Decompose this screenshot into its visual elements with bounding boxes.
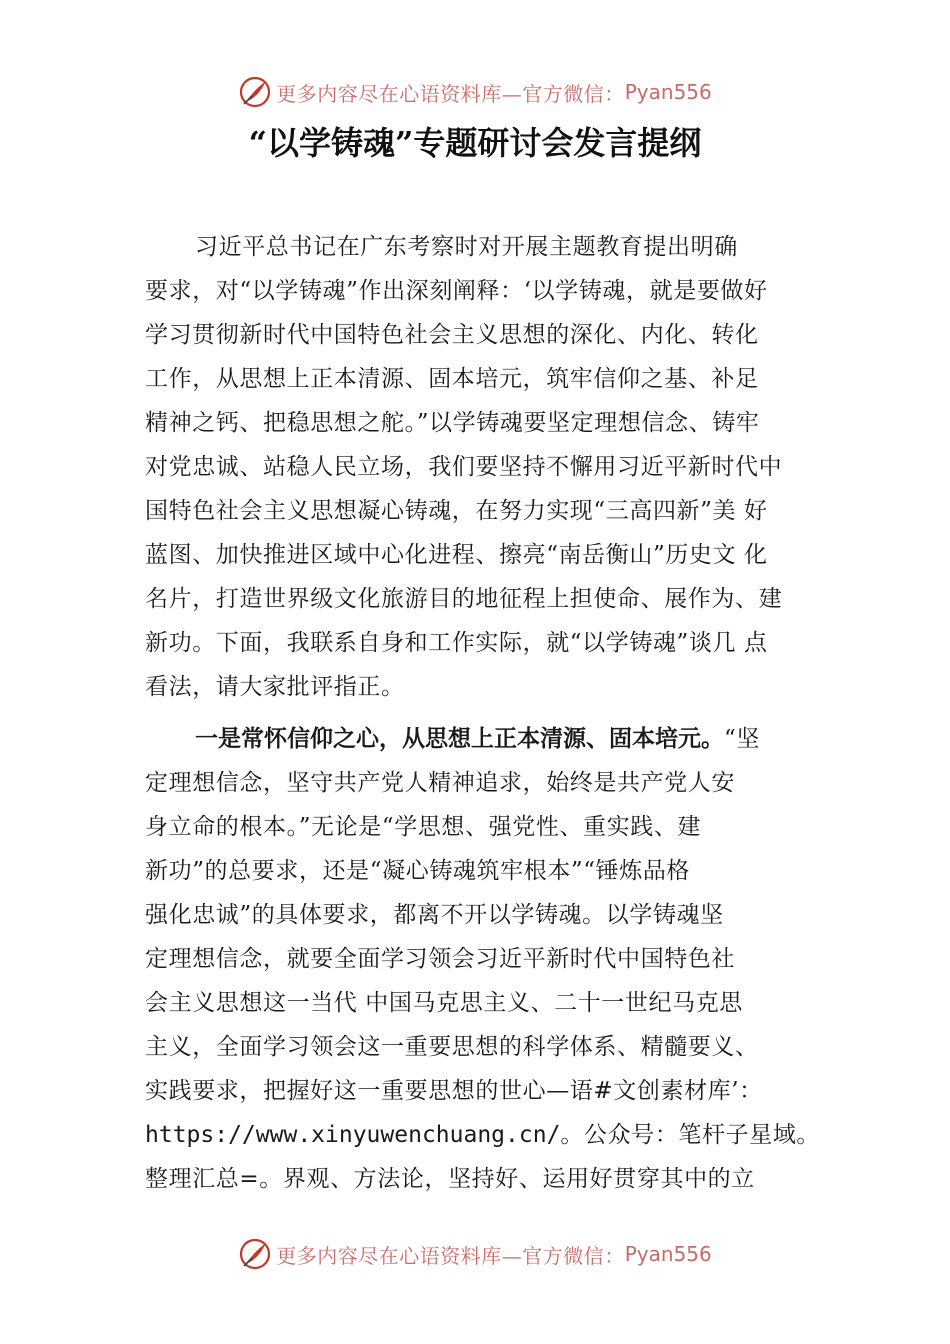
text-line: 新功”的总要求，还是“凝心铸魂筑牢根本”“锤炼品格 xyxy=(145,858,691,884)
text-line: 蓝图、加快推进区域中心化进程、擦亮“南岳衡山”历史文 化 xyxy=(145,542,768,568)
banner-text: 更多内容尽在心语资料库—官方微信： xyxy=(276,81,625,106)
text-line: 名片，打造世界级文化旅游目的地征程上担使命、展作为、建 xyxy=(145,586,783,612)
paragraph-intro xyxy=(145,225,825,709)
banner-wechat-id: Pyan556 xyxy=(624,1242,712,1266)
text-line: 身立命的根本。”无论是“学思想、强党性、重实践、建 xyxy=(145,814,702,840)
document-body xyxy=(145,225,825,1209)
paragraph-point-one xyxy=(145,717,825,1201)
url-text: https://www.xinyuwenchuang.cn/ xyxy=(145,1122,561,1148)
text-line xyxy=(145,1113,825,1157)
footer-watermark-banner xyxy=(0,1234,950,1274)
header-watermark-banner xyxy=(0,72,950,112)
text-line: 实践要求，把握好这一重要思想的世心—语#文创素材库’： xyxy=(145,1078,763,1104)
banner-text: 更多内容尽在心语资料库—官方微信： xyxy=(276,1243,625,1268)
feather-logo-icon xyxy=(238,1237,272,1271)
text-line: 定理想信念，坚守共产党人精神追求，始终是共产党人安 xyxy=(145,770,735,796)
document-title: “以学铸魂”专题研讨会发言提纲 xyxy=(248,124,702,162)
section-heading: 一是常怀信仰之心，从思想上正本清源、固本培元。 xyxy=(195,726,724,752)
text-fragment: 。公众号：笔杆子星域。 xyxy=(560,1122,821,1148)
text-line: 精神之钙、把稳思想之舵。”以学铸魂要坚定理想信念、铸牢 xyxy=(145,410,760,436)
text-line: 对党忠诚、站稳人民立场，我们要坚持不懈用习近平新时代中 xyxy=(145,454,783,480)
text-line: 会主义思想这一当代 中国马克思主义、二十一世纪马克思 xyxy=(145,990,743,1016)
text-line: 整理汇总=。界观、方法论，坚持好、运用好贯穿其中的立 xyxy=(145,1166,755,1192)
banner-wechat-id: Pyan556 xyxy=(624,80,712,104)
text-line xyxy=(145,717,825,761)
feather-logo-icon xyxy=(238,75,272,109)
text-line: 定理想信念，就要全面学习领会习近平新时代中国特色社 xyxy=(145,946,735,972)
text-fragment: “坚 xyxy=(724,726,760,752)
text-line: 工作，从思想上正本清源、固本培元，筑牢信仰之基、补足 xyxy=(145,366,759,392)
text-line: 国特色社会主义思想凝心铸魂，在努力实现“三高四新”美 好 xyxy=(145,498,768,524)
text-line: 新功。下面，我联系自身和工作实际，就“以学铸魂”谈几 点 xyxy=(145,630,768,656)
text-line: 要求，对“以学铸魂”作出深刻阐释：‘以学铸魂，就是要做好 xyxy=(145,278,768,304)
text-line: 主义，全面学习领会这一重要思想的科学体系、精髓要义、 xyxy=(145,1034,759,1060)
text-line: 强化忠诚”的具体要求，都离不开以学铸魂。以学铸魂坚 xyxy=(145,902,724,928)
text-line: 习近平总书记在广东考察时对开展主题教育提出明确 xyxy=(195,234,738,260)
text-line: 学习贯彻新时代中国特色社会主义思想的深化、内化、转化 xyxy=(145,322,759,348)
text-line: 看法，请大家批评指正。 xyxy=(145,674,405,700)
